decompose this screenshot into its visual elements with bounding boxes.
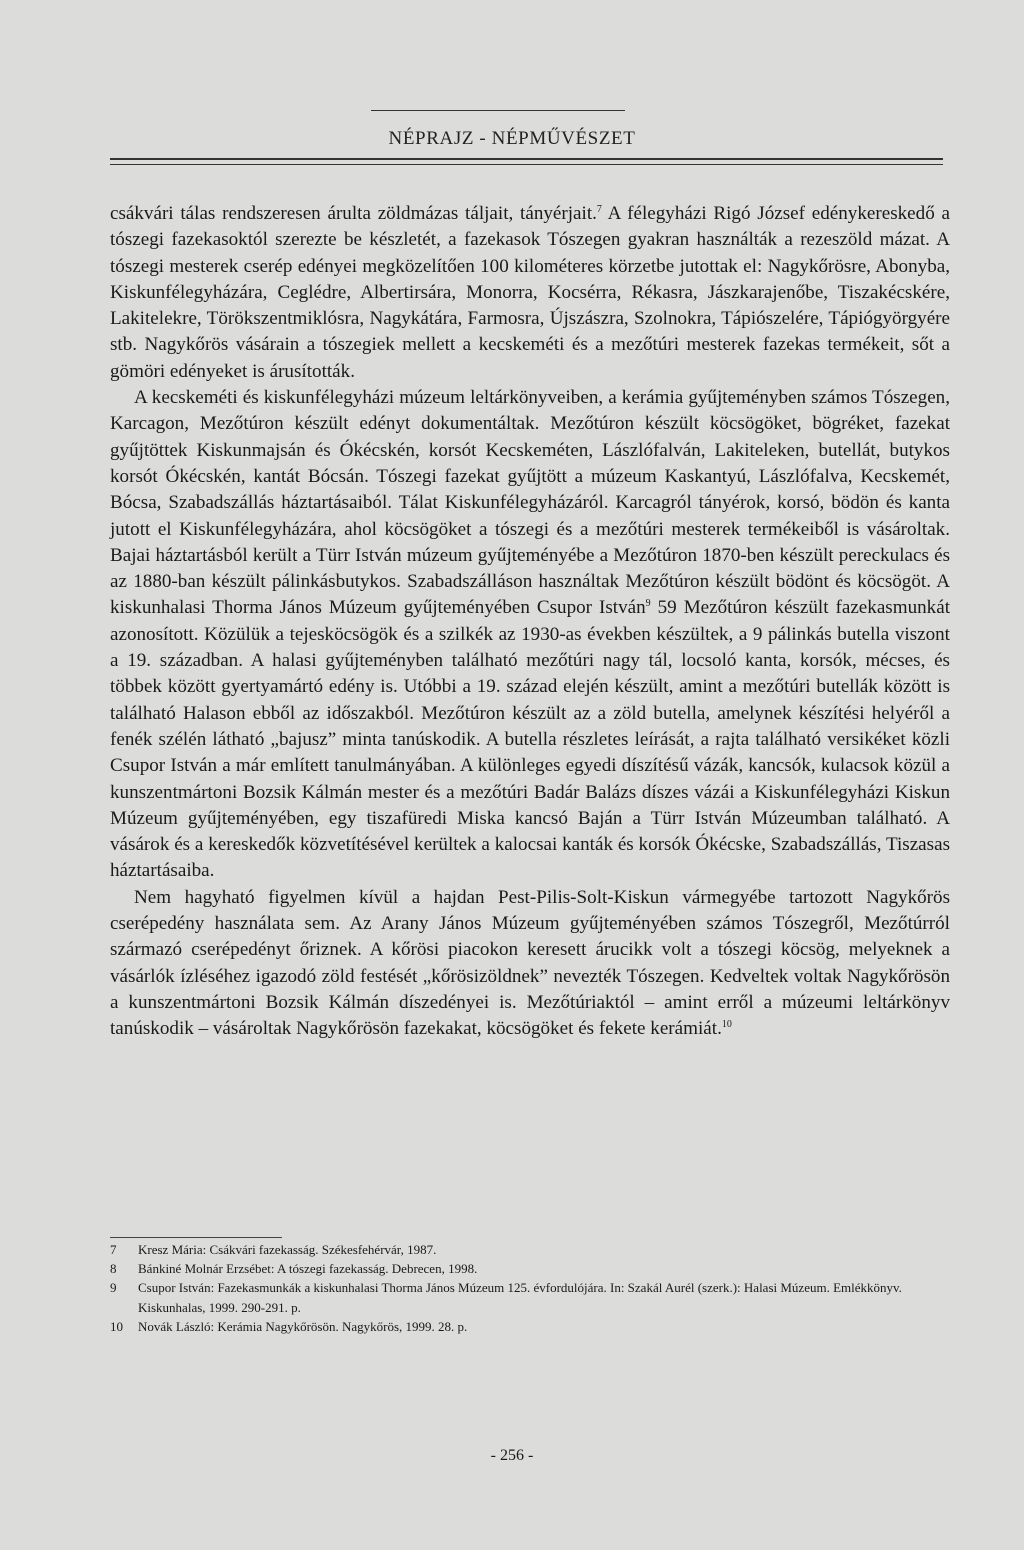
paragraph-1-text-b: A félegyházi Rigó József edénykereskedő a tószegi fazekasoktól szerezte be készletét, a fazekasok Tószegen gyakran használták a rezeszöld mázat. A tószegi mesterek cserép edényei megközelítően 100 kilométeres körzetbe jutottak el: Nagykőrösre, Abonyba, Kiskunfélegyházára, Ceglédre, Albertirsára, Monorra, Kocsérra, Rékasra, Jászkarajenőbe, Tiszakécskére, Lakitelekre, Törökszentmiklósra, Nagykátára, Farmosra, Újszászra, Szolnokra, Tápiószelére, Tápiógyörgyére stb. Nagykőrös vásárain a tószegiek mellett a kecskeméti és a mezőtúri mesterek fazekas termékeit, sőt a gömöri edényeket is árusították. [110, 203, 950, 382]
footnote-ref-9: 9 [645, 598, 651, 610]
paragraph-2 [110, 385, 950, 885]
paragraph-3-text: Nem hagyható figyelmen kívül a hajdan Pest-Pilis-Solt-Kiskun vármegyébe tartozott Nagykőrös cserépedény használata sem. Az Arany János Múzeum gyűjteményében számos Tószegről, Mezőtúrról származó cserépedényt őriznek. A kőrösi piacokon keresett árucikk volt a tószegi köcsög, melyeknek a vásárlók ízléséhez igazodó zöld festését „kőrösizöldnek” nevezték Tószegen. Kedveltek voltak Nagykőrösön a kunszentmártoni Bozsik Kálmán díszedényei is. Mezőtúriaktól – amint erről a múzeumi leltárkönyv tanúskodik – vásároltak Nagykőrösön fazekakat, köcsögöket és fekete kerámiát. [110, 886, 950, 1040]
footnote-rule [110, 1237, 282, 1238]
page-number: - 256 - [490, 1447, 534, 1464]
paragraph-2-text-b: 59 Mezőtúron készült fazekasmunkát azonosított. Közülük a tejesköcsögök és a szilkék az 1930-as években készültek, a 9 pálinkás butella viszont a 19. században. A halasi gyűjteményben található mezőtúri nagy tál, locsoló kanta, korsók, mécses, és többek között gyertyamártó edény is. Utóbbi a 19. század elején készült, amint a mezőtúri butellák között is található Halason ebből az időszakból. Mezőtúron készült az a zöld butella, amelynek készítési helyéről a fenék szélén látható „bajusz” minta tanúskodik. A butella részletes leírását, a rajta található versikéket közli Csupor István a már említett tanulmányában. A különleges egyedi díszítésű vázák, kancsók, kulacsok közül a kunszentmártoni Bozsik Kálmán mester és a mezőtúri Badár Balázs díszes vázái a Kiskunfélegyházi Kiskun Múzeum gyűjteményében, egy tiszafüredi Miska kancsó Baján a Türr István Múzeumban található. A vásárok és a kereskedők közvetítésével kerültek a kalocsai kanták és korsók Ókécske, Szabadszállás, Tiszasas háztartásaiba. [110, 597, 950, 882]
footnote-number: 9 [110, 1280, 117, 1296]
footnote-ref-7: 7 [596, 204, 602, 215]
footnote-number: 8 [110, 1261, 117, 1277]
footnote-number: 10 [110, 1318, 123, 1334]
footnote-text: Csupor István: Fazekasmunkák a kiskunhalasi Thorma János Múzeum 125. évfordulójára. In: Szakál Aurél (szerk.): Halasi Múzeum. Emlékkönyv. Kiskunhalas, 1999. 290-291. p. [138, 1280, 902, 1315]
footnote-text: Bánkiné Molnár Erzsébet: A tószegi fazekasság. Debrecen, 1998. [138, 1261, 478, 1277]
running-head: NÉPRAJZ - NÉPMŰVÉSZET [388, 128, 636, 149]
header-rule-thin [110, 164, 943, 165]
header-top-rule [371, 110, 625, 111]
body-text [110, 201, 950, 1043]
footnote [110, 1240, 950, 1259]
footnote [110, 1259, 950, 1278]
header-rule-thick [110, 158, 943, 160]
paragraph-1-text-a: csákvári tálas rendszeresen árulta zöldmázas táljait, tányérjait. [110, 203, 597, 224]
paragraph-3 [110, 885, 950, 1043]
footnote-text: Novák László: Kerámia Nagykőrösön. Nagykőrös, 1999. 28. p. [138, 1318, 468, 1334]
paragraph-1 [110, 201, 950, 385]
footnote [110, 1317, 950, 1336]
footnotes [110, 1240, 950, 1336]
footnote-text: Kresz Mária: Csákvári fazekasság. Székesfehérvár, 1987. [138, 1242, 437, 1257]
footnote-number: 7 [110, 1242, 117, 1257]
footnote-ref-10: 10 [721, 1019, 732, 1031]
footnote [110, 1278, 950, 1316]
paragraph-2-text-a: A kecskeméti és kiskunfélegyházi múzeum leltárkönyveiben, a kerámia gyűjteményben számos Tószegen, Karcagon, Mezőtúron készült edényt dokumentáltak. Mezőtúron készült köcsögöket, bögréket, fazekat gyűjtöttek Kiskunmajsán és Ókécskén, korsót Kecskeméten, Lászlófalván, Lakiteleken, butellát, butykos korsót Ókécskén, kantát Bócsán. Tószegi fazekat gyűjtött a múzeum Kaskantyú, Lászlófalva, Kecskemét, Bócsa, Szabadszállás háztartásaiból. Tálat Kiskunfélegyházáról. Karcagról tányérok, korsó, bödön és kanta jutott el Kiskunfélegyházára, ahol köcsögöket a tószegi és a mezőtúri mesterek termékeiből is vásároltak. Bajai háztartásból került a Türr István múzeum gyűjteményébe a Mezőtúron 1870-ben készült pereckulacs és az 1880-ban készült pálinkásbutykos. Szabadszálláson használtak Mezőtúron készült bödönt és köcsögöt. A kiskunhalasi Thorma János Múzeum gyűjteményében Csupor István [110, 387, 950, 619]
